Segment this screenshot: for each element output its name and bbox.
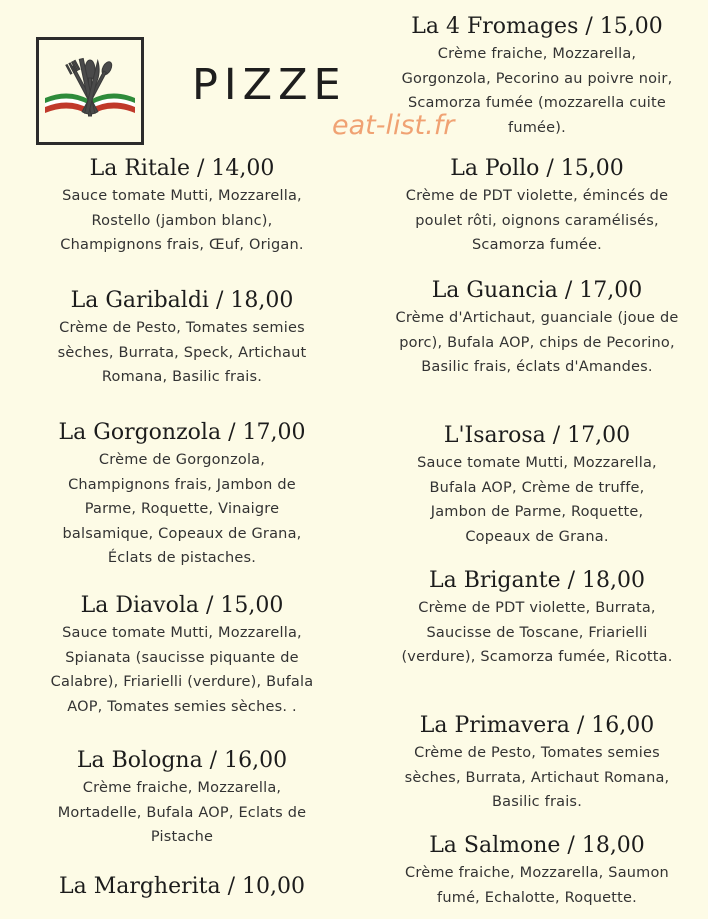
pizza-name: La Diavola / 15,00 — [80, 593, 284, 618]
menu-item — [392, 711, 682, 815]
menu-item — [40, 872, 324, 902]
menu-item — [40, 746, 324, 850]
pizza-description: Crème de Pesto, Tomates semies sèches, Burrata, Artichaut Romana, Basilic frais. — [404, 745, 670, 810]
cutlery-flag-icon — [39, 40, 141, 142]
menu-item — [392, 276, 682, 380]
menu-item — [40, 154, 324, 258]
pizza-description: Sauce tomate Mutti, Mozzarella, Bufala AOP, Crème de truffe, Jambon de Parme, Roquette, Copeaux de Grana. — [417, 455, 657, 545]
pizza-description: Crème de Pesto, Tomates semies sèches, Burrata, Speck, Artichaut Romana, Basilic frais. — [57, 320, 307, 385]
pizza-name: La Primavera / 16,00 — [419, 713, 655, 738]
pizza-description: Sauce tomate Mutti, Mozzarella, Spianata (saucisse piquante de Calabre), Friarielli (verdure), Bufala AOP, Tomates semies sèches. . — [50, 625, 314, 715]
menu-item — [40, 591, 324, 719]
pizza-description: Crème de PDT violette, émincés de poulet rôti, oignons caramélisés, Scamorza fumée. — [405, 188, 669, 253]
pizza-description: Crème de Gorgonzola, Champignons frais, Jambon de Parme, Roquette, Vinaigre balsamique, Copeaux de Grana, Éclats de pistaches. — [62, 452, 302, 566]
pizza-name: La Gorgonzola / 17,00 — [58, 420, 306, 445]
menu-item — [392, 12, 682, 140]
menu-item — [392, 421, 682, 549]
pizza-description: Crème fraiche, Mozzarella, Saumon fumé, Echalotte, Roquette. — [405, 865, 669, 906]
menu-item — [392, 831, 682, 910]
pizza-description: Crème d'Artichaut, guanciale (joue de porc), Bufala AOP, chips de Pecorino, Basilic frais, éclats d'Amandes. — [395, 310, 679, 375]
pizza-description: Crème de PDT violette, Burrata, Saucisse de Toscane, Friarielli (verdure), Scamorza fumée, Ricotta. — [401, 600, 673, 665]
menu-item — [40, 286, 324, 390]
pizza-name: La Garibaldi / 18,00 — [70, 288, 294, 313]
pizza-description: Sauce tomate Mutti, Mozzarella, Rostello (jambon blanc), Champignons frais, Œuf, Origan. — [60, 188, 304, 253]
pizza-description: Crème fraiche, Mozzarella, Gorgonzola, Pecorino au poivre noir, Scamorza fumée (mozzarella cuite fumée). — [401, 46, 673, 136]
watermark: eat-list.fr — [332, 110, 455, 141]
page-title: PIZZE — [192, 60, 347, 110]
pizza-name: La 4 Fromages / 15,00 — [411, 14, 663, 39]
menu-item — [392, 566, 682, 670]
pizza-name: L'Isarosa / 17,00 — [443, 423, 631, 448]
pizza-name: La Bologna / 16,00 — [76, 748, 288, 773]
restaurant-logo — [36, 37, 144, 145]
pizza-description: Crème fraiche, Mozzarella, Mortadelle, Bufala AOP, Eclats de Pistache — [57, 780, 307, 845]
menu-item — [40, 418, 324, 571]
pizza-name: La Salmone / 18,00 — [429, 833, 645, 858]
pizza-name: La Brigante / 18,00 — [428, 568, 646, 593]
pizza-name: La Pollo / 15,00 — [450, 156, 624, 181]
menu-item — [392, 154, 682, 258]
pizza-name: La Guancia / 17,00 — [431, 278, 643, 303]
pizza-name: La Margherita / 10,00 — [58, 874, 306, 899]
pizza-name: La Ritale / 14,00 — [89, 156, 275, 181]
